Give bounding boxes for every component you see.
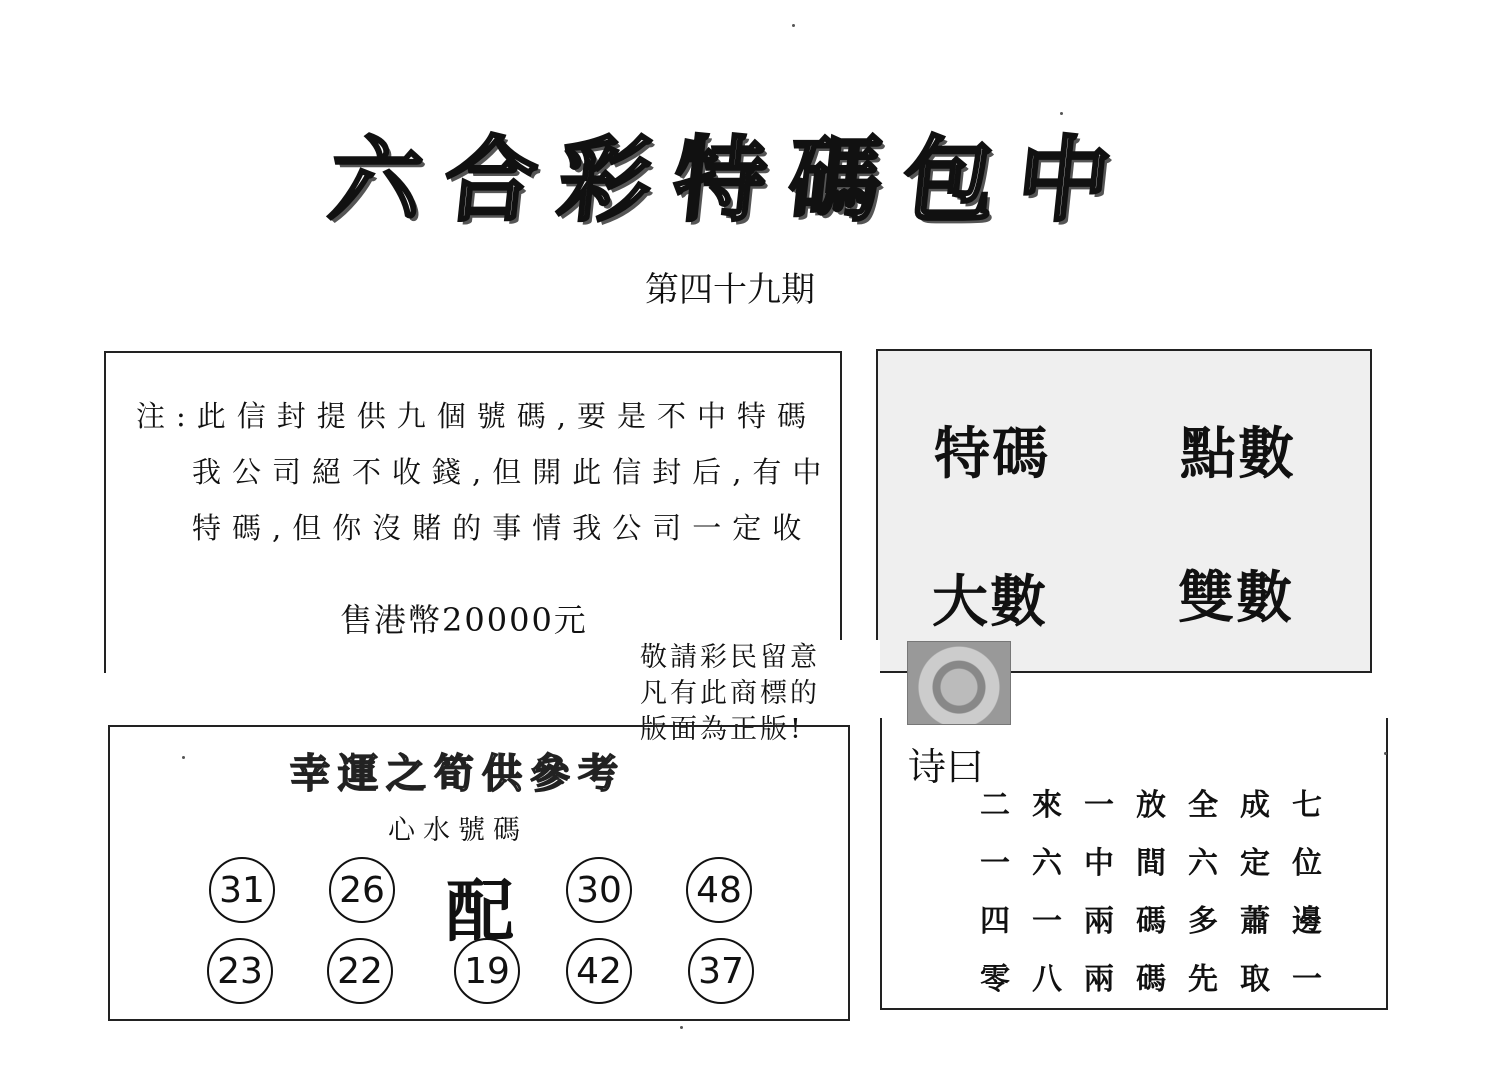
- note-line: 注:此信封提供九個號碼,要是不中特碼: [136, 399, 817, 433]
- poem-line: 四一兩碼多蕭邊: [980, 904, 1344, 939]
- title-char: 包: [897, 126, 1001, 234]
- trademark-line: 敬請彩民留意: [640, 642, 820, 673]
- poem-line: 零八兩碼先取一: [980, 962, 1344, 997]
- number-ball: 42: [566, 938, 632, 1004]
- pair-label: 配: [446, 872, 515, 952]
- number-ball: 30: [566, 857, 632, 923]
- title-char: 中: [1012, 126, 1116, 234]
- title-char: 特: [668, 126, 772, 234]
- title-char: 碼: [782, 126, 887, 234]
- number-ball: 48: [686, 857, 752, 923]
- trademark-logo-icon: [907, 641, 1011, 725]
- scan-speck: [182, 756, 185, 759]
- keyword-big-number: 大數: [932, 570, 1048, 635]
- keyword-points: 點數: [1180, 422, 1296, 487]
- trademark-line: 凡有此商標的: [640, 678, 820, 709]
- lucky-subtitle: 心水號碼: [388, 815, 528, 846]
- scan-speck: [1060, 112, 1063, 115]
- issue-number: 第四十九期: [645, 270, 815, 310]
- keyword-even-number: 雙數: [1178, 566, 1294, 631]
- note-line: 特碼,但你沒賭的事情我公司一定收: [192, 511, 813, 545]
- number-ball: 19: [454, 938, 520, 1004]
- scan-speck: [792, 24, 795, 27]
- page-title: [324, 120, 1116, 240]
- number-ball: 37: [688, 938, 754, 1004]
- note-line: 我公司絕不收錢,但開此信封后,有中: [192, 455, 833, 489]
- number-ball: 22: [327, 938, 393, 1004]
- trademark-line: 版面為正版!: [640, 714, 804, 745]
- keyword-special-number: 特碼: [934, 422, 1050, 487]
- number-ball: 23: [207, 938, 273, 1004]
- poem-title: 诗曰: [908, 745, 985, 789]
- title-char: 合: [438, 126, 543, 234]
- price-text: 售港幣20000元: [340, 601, 588, 639]
- scan-speck: [1384, 752, 1387, 755]
- title-char: 六: [324, 126, 428, 234]
- poem-line: 二來一放全成七: [980, 788, 1344, 823]
- number-ball: 26: [329, 857, 395, 923]
- title-char: 彩: [553, 126, 658, 234]
- number-ball: 31: [209, 857, 275, 923]
- scan-speck: [680, 1026, 683, 1029]
- lucky-title: 幸運之筍供參考: [290, 750, 626, 797]
- poem-line: 一六中間六定位: [980, 846, 1344, 881]
